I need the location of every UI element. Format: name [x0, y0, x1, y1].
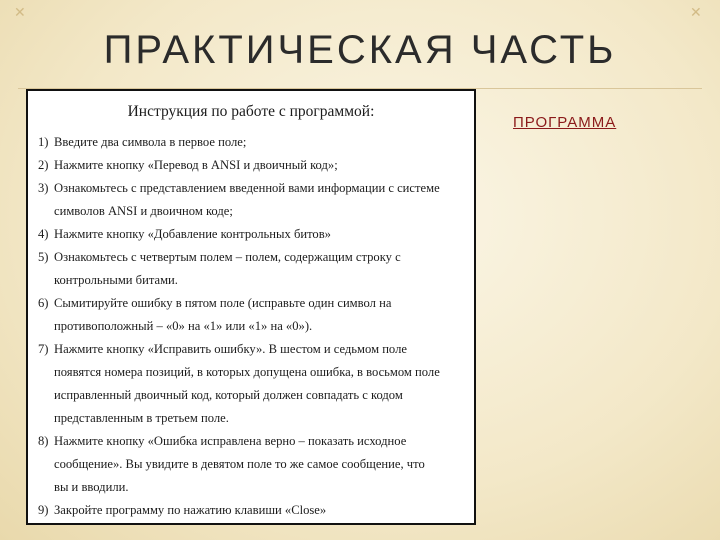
instruction-heading: Инструкция по работе с программой:: [127, 103, 375, 120]
item-text: Нажмите кнопку «Ошибка исправлена верно – показать исходное: [54, 434, 407, 448]
item-text: вы и вводили.: [54, 480, 129, 494]
item-number: 1): [38, 135, 49, 149]
list-item: [38, 223, 464, 246]
item-number: 6): [38, 296, 49, 310]
list-item: [38, 177, 464, 223]
item-text: противоположный – «0» на «1» или «1» на «0»).: [54, 319, 313, 333]
instruction-document: [26, 89, 476, 525]
item-text: Ознакомьтесь с представлением введенной вами информации с системе: [54, 181, 440, 195]
list-item: [38, 246, 464, 292]
item-number: 3): [38, 181, 49, 195]
program-link[interactable]: ПРОГРАММА: [513, 114, 617, 131]
item-text: Нажмите кнопку «Перевод в ANSI и двоичный код»;: [54, 158, 338, 172]
list-item: [38, 131, 464, 154]
list-item: [38, 499, 464, 522]
slide-title: ПРАКТИЧЕСКАЯ ЧАСТЬ: [103, 28, 617, 72]
item-text: Нажмите кнопку «Исправить ошибку». В шестом и седьмом поле: [54, 342, 407, 356]
decorative-cross-icon: ✕: [690, 4, 702, 20]
item-text: сообщение». Вы увидите в девятом поле то же самое сообщение, что: [54, 457, 425, 471]
item-number: 9): [38, 503, 49, 517]
item-text: появятся номера позиций, в которых допущена ошибка, в восьмом поле: [54, 365, 440, 379]
list-item: [38, 338, 464, 430]
instruction-list: [38, 131, 464, 522]
decorative-cross-icon: ✕: [14, 4, 26, 20]
item-number: 7): [38, 342, 49, 356]
list-item: [38, 430, 464, 499]
list-item: [38, 154, 464, 177]
item-number: 2): [38, 158, 49, 172]
item-text: исправленный двоичный код, который должен совпадать с кодом: [54, 388, 403, 402]
item-text: контрольными битами.: [54, 273, 178, 287]
item-text: Нажмите кнопку «Добавление контрольных битов»: [54, 227, 331, 241]
item-number: 8): [38, 434, 49, 448]
list-item: [38, 292, 464, 338]
item-text: Введите два символа в первое поле;: [54, 135, 247, 149]
item-text: представленным в третьем поле.: [54, 411, 229, 425]
item-text: Сымитируйте ошибку в пятом поле (исправьте один символ на: [54, 296, 392, 310]
item-text: Ознакомьтесь с четвертым полем – полем, содержащим строку с: [54, 250, 401, 264]
item-number: 4): [38, 227, 49, 241]
item-text: символов ANSI и двоичном коде;: [54, 204, 233, 218]
item-text: Закройте программу по нажатию клавиши «Close»: [54, 503, 327, 517]
item-number: 5): [38, 250, 49, 264]
